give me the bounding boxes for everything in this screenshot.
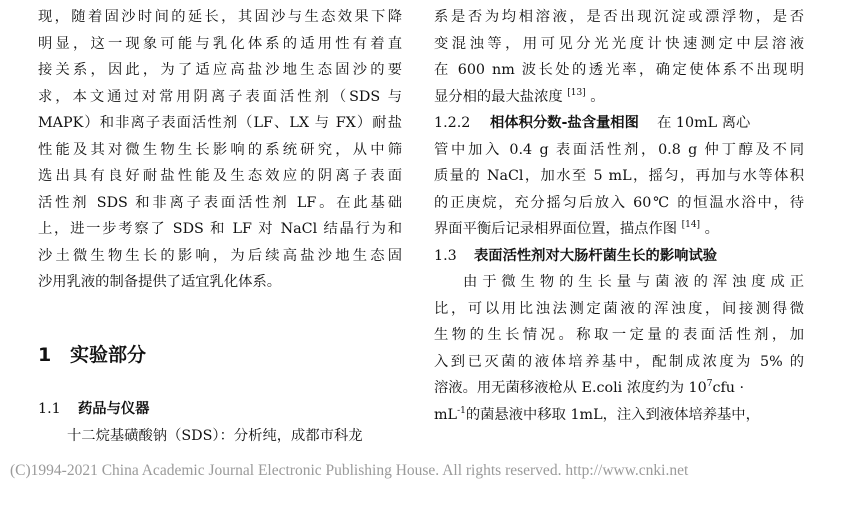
paragraph-line: 在 600 nm 波长处的透光率，确定使体系不出现明 [434,62,804,78]
subsection-heading [38,396,402,423]
paragraph-line: 系是否为均相溶液，是否出现沉淀或漂浮物，是否 [434,9,804,25]
paragraph-line [434,402,804,429]
paragraph-line: 生物的生长情况。称取一定量的表面活性剂，加 [434,327,804,343]
exponent: 7 [706,379,713,390]
line-end: 。 [704,221,719,237]
paragraph-line: 选出具有良好耐盐性能及生态效应的阴离子表面 [38,168,402,184]
paragraph-line: 的正庚烷，充分摇匀后放入 60℃ 的恒温水浴中，待 [434,194,804,211]
paragraph-line [434,216,804,243]
paragraph-line: 上，进一步考察了 SDS 和 LF 对 NaCl 结晶行为和 [38,221,402,237]
paragraph-line: 性能及其对微生物生长影响的系统研究，从中筛 [38,141,402,158]
line-end: 。 [590,88,605,105]
section-heading [38,340,146,367]
line-text: mL [434,406,458,423]
paragraph-line: 由于微生物的生长量与菌液的浑浊度成正 [463,274,804,290]
paragraph-line [434,375,804,402]
subsection-number: 1.2.2 [434,115,471,131]
paragraph-line: 比，可以用比浊法测定菌液的浑浊度，间接测得微 [434,300,804,317]
subsection-number: 1.3 [434,247,457,264]
section-number: 1 [38,344,52,366]
subsection-heading [434,243,804,270]
left-column [38,4,402,296]
subsection-inline-text: 在 10mL 离心 [657,115,751,131]
paragraph-line: 十二烷基磺酸钠（SDS）：分析纯，成都市科龙 [67,427,363,444]
exponent: -1 [457,405,466,416]
paragraph-line: 接关系，因此，为了适应高盐沙地生态固沙的要 [38,62,402,78]
citation-ref[interactable]: [14] [681,220,701,231]
paragraph-line: 沙用乳液的制备提供了适宜乳化体系。 [38,274,282,290]
line-text: 界面平衡后记录相界面位置，描点作图 [434,221,678,237]
right-column [434,4,804,428]
paragraph-line: 管中加入 0.4 g 表面活性剂，0.8 g 仲丁醇及不同 [434,141,804,158]
section-title: 实验部分 [70,344,147,366]
paragraph-line: 活性剂 SDS 和非离子表面活性剂 LF。在此基础 [38,194,402,211]
line-text: 显分相的最大盐浓度 [434,88,563,105]
paragraph-line: 入到已灭菌的液体培养基中，配制成浓度为 5% 的 [434,353,804,370]
subsection-title: 表面活性剂对大肠杆菌生长的影响试验 [474,247,718,264]
paragraph-line: 求，本文通过对常用阴离子表面活性剂（SDS 与 [38,88,402,105]
citation-ref[interactable]: [13] [567,87,586,98]
paragraph-line: 变混浊等，用可见分光光度计快速测定中层溶液 [434,35,804,52]
line-text: 溶液。用无菌移液枪从 E.coli 浓度约为 10 [434,380,707,396]
paragraph-line: 质量的 NaCl，加水至 5 mL，摇匀，再加与水等体积 [434,168,804,184]
line-text: cfu · [712,380,745,396]
subsection-number: 1.1 [38,401,61,417]
left-subsection [38,396,402,449]
paragraph-line: 明显，这一现象可能与乳化体系的适用性有着直 [38,35,402,52]
copyright-footer: (C)1994-2021 China Academic Journal Electronic Publishing House. All rights reserved. http://www.cnki.net [10,462,689,479]
paragraph-line: MAPK）和非离子表面活性剂（LF、LX 与 FX）耐盐 [38,115,402,131]
subsection-title: 药品与仪器 [78,401,150,417]
paragraph-line: 现，随着固沙时间的延长，其固沙与生态效果下降 [38,9,402,25]
subsection-heading [434,110,804,137]
subsection-title: 相体积分数-盐含量相图 [490,115,639,131]
paragraph-line: 沙土微生物生长的影响，为后续高盐沙地生态固 [38,247,402,264]
line-text: 的菌悬液中移取 1mL，注入到液体培养基中， [465,406,760,423]
paragraph-line [434,84,804,111]
